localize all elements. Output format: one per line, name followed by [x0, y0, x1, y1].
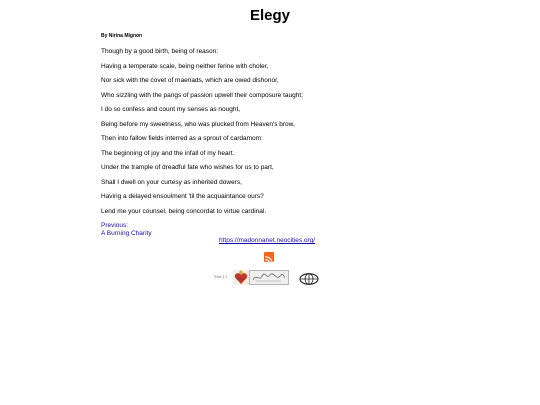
poem-line: I do so confess and count my senses as nought,	[101, 106, 241, 113]
sacred-heart-glyph	[233, 270, 249, 285]
globe-glyph	[299, 273, 319, 285]
poem-line: Being before my sweetness, who was plucked from Heaven's brow,	[101, 120, 295, 128]
poem-line: Then into fallow fields interred as a sprout of cardamom:	[101, 135, 263, 142]
rss-feed-icon-glyph	[264, 255, 274, 265]
globe-badge-icon[interactable]	[299, 272, 319, 284]
page-title: Elegy	[249, 7, 291, 24]
poem-line: Nor sick with the covet of maenads, which are owed dishonor,	[101, 77, 279, 84]
rss-feed-icon[interactable]	[264, 252, 274, 262]
previous-nav	[101, 222, 152, 238]
poem-line: Lend me your counsel, being concordat to virtue cardinal.	[101, 207, 267, 215]
poem-line: Shall I dwell on your curtesy as inherited dowers,	[101, 178, 242, 186]
previous-poem-link[interactable]: A Burning Charity	[101, 230, 152, 237]
previous-label-link[interactable]: Previous:	[101, 222, 129, 229]
badge-caption: John 1:1	[214, 274, 228, 279]
poem-body	[101, 47, 431, 221]
poem-line: Though by a good birth, being of reason:	[101, 48, 219, 55]
poem-line: Having a delayed ensoulment 'til the acquaintance ours?	[101, 193, 264, 200]
author-byline: By Nirina Mignon	[101, 33, 143, 39]
signature-badge-icon[interactable]	[249, 270, 289, 285]
poem-line: Under the trample of dreadful fate who wishes for us to part,	[101, 164, 274, 171]
sacred-heart-badge-icon[interactable]	[233, 270, 249, 285]
poem-line: Having a temperate scale, being neither ferine with choler,	[101, 62, 269, 70]
signature-glyph	[250, 271, 288, 284]
site-home-link[interactable]: https://madonnanet.neocities.org/	[219, 237, 316, 244]
poem-line: The beginning of joy and the infall of my heart.	[101, 149, 235, 157]
poem-line: Who sizzling with the pangs of passion upwell their composure taught;	[101, 91, 303, 99]
